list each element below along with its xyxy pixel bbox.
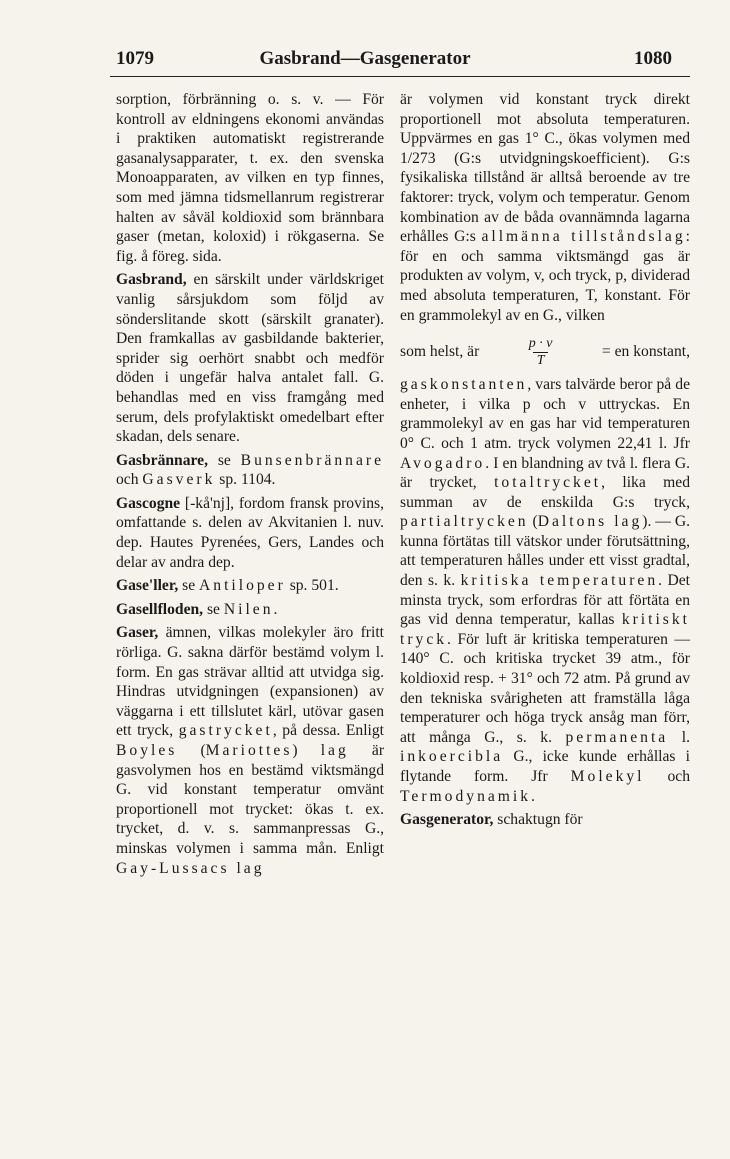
- spaced-term: kritiskt tryck: [400, 611, 690, 648]
- paragraph-text: , lika med summan av de enskilda G:s tryck,: [400, 474, 690, 511]
- entry-headword: Gasgenerator,: [400, 811, 494, 829]
- entry-gasbrannare: [116, 451, 384, 490]
- paragraph-text: G., icke kunde erhållas i flytande form. Jfr: [400, 748, 690, 785]
- spaced-term: Mariottes: [205, 742, 293, 759]
- spaced-term: kritiska temperaturen: [460, 572, 659, 590]
- continued-paragraph: [400, 90, 690, 325]
- formula-fraction: [527, 336, 555, 369]
- entry-text: sp. 1104.: [215, 471, 276, 489]
- entry-headword: Gaser,: [116, 624, 159, 642]
- entry-gasellfloden: [116, 600, 384, 620]
- spaced-term: lag: [320, 742, 349, 759]
- spaced-term: totaltrycket: [494, 474, 602, 492]
- spaced-term: Daltons lag: [537, 513, 643, 531]
- entry-text: , på dessa. Enligt: [272, 722, 384, 740]
- entry-body: [-kå'nj], fordom fransk provins, omfattande s. delen av Akvitanien l. nuv. dep. Hautes Pyrenées, Gers, Landes och delar av andra dep.: [116, 494, 384, 571]
- paragraph-gaskonstanten: [400, 375, 690, 806]
- paragraph-text: , vars talvärde beror på de enheter, i vilka p och v uttryckas. En grammolekyl av en gas har vid temperaturen 0° C. och 1 atm. tryck volymen 22,41 l. Jfr: [400, 376, 690, 452]
- cross-reference: Antiloper: [199, 577, 286, 595]
- continued-paragraph: sorption, förbränning o. s. v. — För kontroll av eldningens ekonomi användas i praktiken automatiskt registrerande gasanalysapparater, t. ex. den svenska Monoapparaten, av vilken en typ finnes, som med jämna tidsmellanrum registrerar halten av såväl koldioxid som brännbara gaser (metan, koloxid) i rökgaserna. Se fig. å föreg. sida.: [116, 91, 384, 265]
- paragraph-text: ). — G. kunna förtätas till vätskor under förutsättning, att temperaturen hålles under ett visst gradtal, den s. k.: [400, 513, 690, 590]
- gas-law-formula: [400, 335, 690, 369]
- entry-headword: Gasbrand,: [116, 271, 187, 289]
- header-rule: [110, 76, 690, 77]
- entry-headword: Gase'ller,: [116, 577, 179, 595]
- entry-text: se: [208, 451, 241, 469]
- entry-headword: Gasellfloden,: [116, 600, 204, 618]
- paragraph-text: är volymen vid konstant tryck direkt proportionell mot absoluta temperaturen. Uppvärmes en gas 1° C., ökas volymen med: [400, 91, 690, 148]
- spaced-term: Boyles: [116, 742, 178, 759]
- spaced-term: partialtrycken: [400, 513, 529, 531]
- spaced-term: gastrycket: [178, 722, 273, 740]
- paragraph-text: och: [644, 768, 690, 785]
- right-column: [400, 90, 690, 830]
- cross-reference: Molekyl: [570, 768, 645, 785]
- paragraph-text: . Det minsta tryck, som erfordras för att förtäta en gas vid denna temperatur, kallas: [400, 572, 691, 629]
- entry-gaseller: [116, 576, 384, 596]
- page-number-left: 1079: [116, 48, 154, 69]
- entry-headword: Gascogne: [116, 494, 181, 512]
- cross-reference: Nilen.: [223, 600, 281, 618]
- entry-body: en särskilt under världskriget vanlig sårsjukdom som följd av sönderslitande skott (särskilt granater). Den framkallas av gasbildande bakterier, sprider sig oerhört snabbt och medför döden i ungefär halva antalet fall. G. behandlas med en viss framgång med serum, dels profylaktiskt omedelbart efter skadan, dels senare.: [116, 271, 384, 446]
- page-header: [0, 48, 730, 78]
- fraction-text: 1/273: [400, 149, 436, 167]
- cross-reference: Avogadro: [400, 454, 486, 472]
- entry-text: och: [116, 471, 143, 489]
- entry-headword: Gasbrännare,: [116, 451, 208, 469]
- entry-text: se: [178, 577, 200, 595]
- paragraph-text: .: [531, 787, 535, 805]
- entry-text: (: [177, 742, 206, 759]
- formula-trail-text: = en konstant,: [601, 343, 690, 361]
- paragraph-text: l.: [668, 728, 690, 746]
- formula-lead-text: som helst, är: [400, 343, 480, 361]
- entry-text: ämnen, vilkas molekyler äro fritt rörliga. G. sakna därför bestämd volym l. form. En gas strävar alltid att utvidga sig. Hindras utvidgningen (expansionen) av väggarna i ett tillslutet kärl, utövar gasen ett tryck,: [116, 624, 384, 740]
- spaced-term: allmänna tillståndslag: [481, 228, 686, 246]
- spaced-term: Gay-Lussacs lag: [116, 859, 265, 877]
- left-column: [116, 90, 384, 878]
- entry-text: se: [203, 600, 224, 618]
- formula-numerator: p · v: [528, 335, 553, 351]
- paragraph-text: : för en och samma viktsmängd gas är produkten av volym, v, och tryck, p, dividerad med absoluta temperaturen, T, konstant. För en grammolekyl av en G., vilken: [400, 228, 690, 324]
- formula-denominator: T: [533, 352, 549, 369]
- entry-gaser: [116, 623, 384, 878]
- paragraph-text: (: [528, 513, 538, 531]
- entry-text: är gasvolymen hos en bestämd viktsmängd G. vid konstant temperatur omvänt proportionell mot trycket: ökas t. ex. trycket, d. v. s. sammanpressas G., minskas volymen i samma mån. Enligt: [116, 742, 385, 857]
- spaced-term: inkoercibla: [400, 748, 504, 766]
- entry-gasgenerator: [400, 810, 690, 830]
- paragraph-text: (G:s utvidgningskoefficient). G:s fysikaliska tillstånd är alltså beroende av tre faktorer: tryck, volym och temperatur. Genom kombination av de båda ovannämnda lagarna erhålles G:s: [400, 149, 690, 246]
- entry-text: sp. 501.: [285, 577, 339, 595]
- spaced-term: gaskonstanten: [400, 376, 528, 394]
- entry-gasbrand: [116, 270, 384, 446]
- cross-reference: Bunsenbrännare: [240, 451, 384, 469]
- entry-body: schaktugn för: [493, 811, 583, 829]
- paragraph-text: . För luft är kritiska temperaturen — 140° C. och kritiska trycket 39 atm., för koldioxid resp. + 31° och 72 atm. På grund av den tekniska svårigheten att framställa låga temperaturer och höga tryck ansåg man förr, att många G., s. k.: [400, 630, 690, 746]
- running-title: Gasbrand—Gasgenerator: [259, 48, 471, 69]
- entry-gascogne: [116, 494, 384, 572]
- spaced-term: permanenta: [565, 728, 669, 746]
- cross-reference: Gasverk: [142, 471, 216, 489]
- cross-reference: Termodynamik: [400, 787, 532, 805]
- paragraph-text: . I en blandning av två l. flera G. är trycket,: [400, 454, 690, 492]
- page-number-right: 1080: [634, 48, 672, 69]
- entry-text: ): [292, 742, 321, 759]
